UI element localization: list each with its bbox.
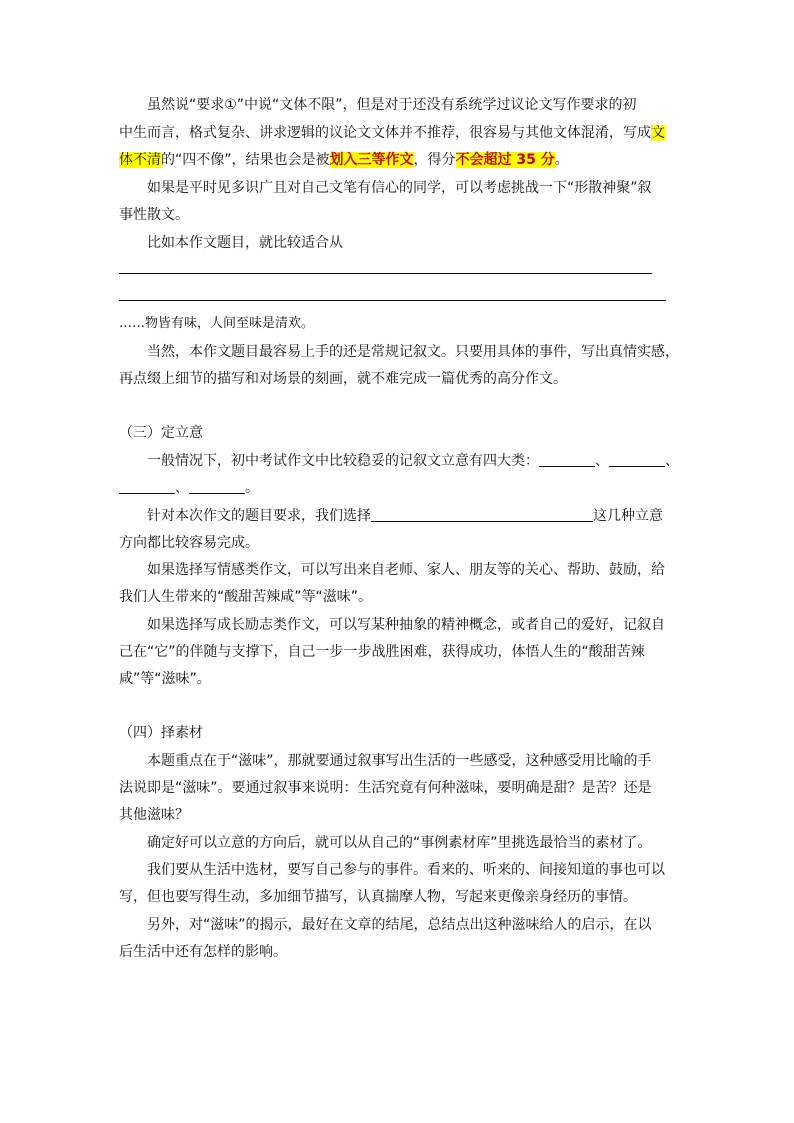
paragraph-line: 当然，本作文题目最容易上手的还是常规记叙文。只要用具体的事件，写出真情实感， [147, 344, 679, 360]
highlight-emphasis: 不会超过 35 分 [455, 152, 555, 168]
paragraph-line: 再点缀上细节的描写和对场景的刻画，就不难完成一篇优秀的高分作文。 [119, 371, 567, 387]
paragraph-line: 确定好可以立意的方向后，就可以从自己的“事例素材库”里挑选最恰当的素材了。 [147, 835, 652, 851]
paragraph-line: 我们要从生活中选材，要写自己参与的事件。看来的、听来的、间接知道的事也可以 [147, 862, 665, 878]
paragraph-line: 己在“它”的伴随与支撑下，自己一步一步战胜困难，获得成功，体悟人生的“酸甜苦辣 [119, 644, 645, 660]
highlight: 文 [651, 125, 665, 141]
paragraph-line: 本题重点在于“滋味”，那就要通过叙事写出生活的一些感受，这种感受用比喻的手 [147, 753, 652, 769]
highlight-emphasis: 划入三等作文 [329, 152, 414, 168]
paragraph-line: 如果是平时见多识广且对自己文笔有信心的同学，可以考虑挑战一下“形散神聚”叙 [147, 180, 652, 196]
paragraph-line: 法说即是“滋味”。要通过叙事来说明：生活究竟有何种滋味，要明确是甜？是苦？还是 [119, 780, 652, 796]
quote-line: ……物皆有味，人间至味是清欢。 [119, 316, 315, 331]
paragraph-line: 其他滋味？ [119, 807, 189, 823]
answer-blank[interactable] [371, 507, 593, 522]
paragraph-line: 如果选择写情感类作文，可以写出来自老师、家人、朋友等的关心、帮助、鼓励，给 [147, 562, 665, 578]
answer-blank[interactable] [189, 479, 245, 494]
paragraph-line: 针对本次作文的题目要求，我们选择 这几种立意 [147, 508, 663, 524]
paragraph-line: 另外，对“滋味”的揭示，最好在文章的结尾，总结点出这种滋味给人的启示，在以 [147, 917, 652, 933]
paragraph-line: 中生而言，格式复杂、讲求逻辑的议论文文体并不推荐，很容易与其他文体混淆，写成文 [119, 125, 665, 141]
paragraph-line: 写，但也要写得生动，多加细节描写，认真揣摩人物，写起来更像亲身经历的事情。 [119, 889, 637, 905]
paragraph-line: 方向都比较容易完成。 [119, 535, 259, 551]
answer-blank[interactable] [119, 479, 175, 494]
paragraph-line: 比如本作文题目，就比较适合从 [147, 235, 343, 251]
section-heading: （三）定立意 [119, 425, 203, 441]
answer-blank-line[interactable] [119, 300, 666, 301]
paragraph-line: 如果选择写成长励志类作文，可以写某种抽象的精神概念，或者自己的爱好，记叙自 [147, 617, 665, 633]
paragraph-line: 虽然说“要求①”中说“文体不限”，但是对于还没有系统学过议论文写作要求的初 [147, 97, 637, 113]
paragraph-line: 一般情况下，初中考试作文中比较稳妥的记叙文立意有四大类： 、 、 [147, 453, 679, 469]
highlight: 体不清 [119, 152, 161, 168]
answer-blank-line[interactable] [119, 273, 652, 274]
paragraph-line: 事性散文。 [119, 207, 189, 223]
paragraph-line: 后生活中还有怎样的影响。 [119, 944, 287, 960]
answer-blank[interactable] [609, 452, 665, 467]
paragraph-line: 体不清的“四不像”，结果也会是被划入三等作文，得分不会超过 35 分。 [119, 152, 569, 168]
paragraph-line: 、 。 [119, 478, 679, 498]
paragraph-line: 我们人生带来的“酸甜苦辣咸”等“滋味”。 [119, 589, 373, 605]
answer-blank[interactable] [539, 452, 595, 467]
paragraph-line: 咸”等“滋味”。 [119, 671, 211, 687]
section-heading: （四）择素材 [119, 725, 203, 741]
